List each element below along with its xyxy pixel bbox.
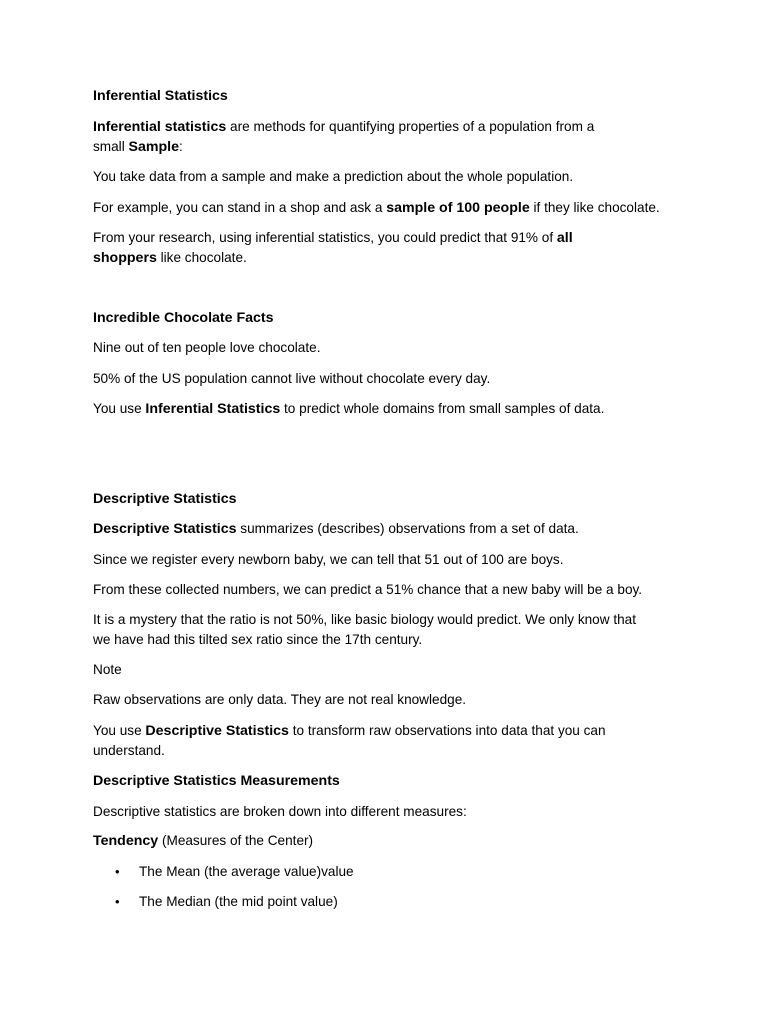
descriptive-paragraph-3: From these collected numbers, we can predict a 51% chance that a new baby will be a boy. [93, 582, 643, 597]
descriptive-paragraph-1: Descriptive Statistics summarizes (describes) observations from a set of data. [93, 521, 579, 537]
heading-chocolate-facts: Incredible Chocolate Facts [93, 310, 274, 326]
descriptive-paragraph-4-line-2: we have had this tilted sex ratio since the 17th century. [93, 632, 423, 647]
bold-term: Descriptive Statistics [145, 723, 289, 739]
bold-term: shoppers [93, 250, 157, 266]
inferential-paragraph-2: You take data from a sample and make a prediction about the whole population. [93, 169, 574, 184]
descriptive-paragraph-6: You use Descriptive Statistics to transform raw observations into data that you can [93, 723, 606, 739]
descriptive-paragraph-5: Raw observations are only data. They are not real knowledge. [93, 692, 467, 707]
chocolate-paragraph-3: You use Inferential Statistics to predict whole domains from small samples of data. [93, 401, 605, 417]
chocolate-paragraph-2: 50% of the US population cannot live without chocolate every day. [93, 371, 491, 386]
descriptive-paragraph-4: It is a mystery that the ratio is not 50%, like basic biology would predict. We only know that [93, 612, 636, 627]
heading-inferential-statistics: Inferential Statistics [93, 88, 228, 104]
bold-term: Inferential Statistics [145, 401, 281, 417]
chocolate-paragraph-1: Nine out of ten people love chocolate. [93, 340, 321, 355]
bullet-marker: • [115, 894, 120, 909]
inferential-paragraph-1-line-2: small Sample: [93, 139, 183, 155]
bullet-marker: • [115, 864, 120, 879]
bold-term: Inferential statistics [93, 119, 227, 135]
inferential-paragraph-4-line-2: shoppers like chocolate. [93, 250, 247, 266]
bold-term: Tendency [93, 833, 159, 849]
bold-term: sample of 100 people [386, 200, 530, 216]
descriptive-paragraph-2: Since we register every newborn baby, we can tell that 51 out of 100 are boys. [93, 552, 564, 567]
list-item: The Mean (the average value)value [139, 864, 354, 879]
inferential-paragraph-4: From your research, using inferential statistics, you could predict that 91% of all [93, 230, 573, 246]
bold-term: Descriptive Statistics [93, 521, 237, 537]
descriptive-paragraph-6-line-2: understand. [93, 743, 165, 758]
heading-measurements: Descriptive Statistics Measurements [93, 773, 340, 789]
heading-descriptive-statistics: Descriptive Statistics [93, 491, 237, 507]
tendency-line: Tendency (Measures of the Center) [93, 833, 314, 849]
list-item: The Median (the mid point value) [139, 894, 338, 909]
inferential-paragraph-3: For example, you can stand in a shop and ask a sample of 100 people if they like chocolate. [93, 200, 660, 216]
bold-term: Sample [128, 139, 179, 155]
inferential-paragraph-1: Inferential statistics are methods for quantifying properties of a population from a [93, 119, 595, 135]
bold-term: all [556, 230, 573, 246]
note-label: Note [93, 662, 122, 677]
measurements-paragraph-1: Descriptive statistics are broken down into different measures: [93, 804, 467, 819]
